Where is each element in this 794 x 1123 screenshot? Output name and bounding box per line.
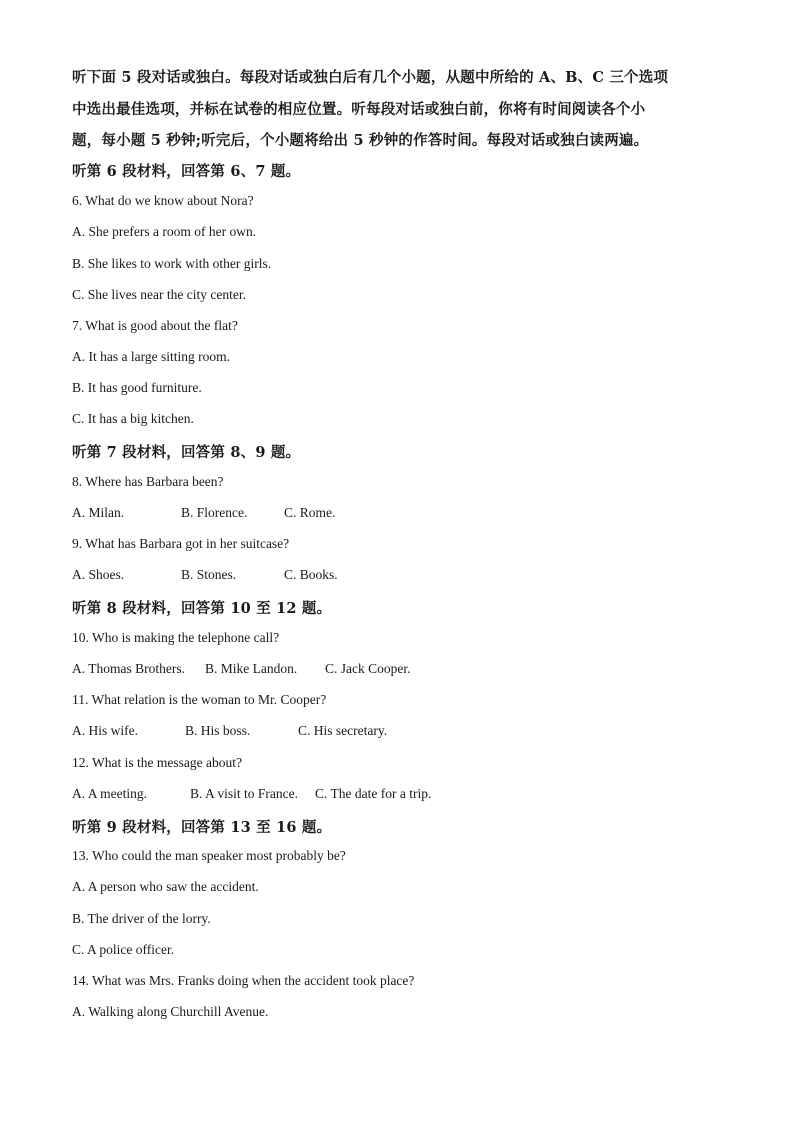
question-10-option-c: C. Jack Cooper. — [325, 661, 411, 676]
question-6-option-c: C. She lives near the city center. — [72, 287, 246, 302]
question-8-option-c: C. Rome. — [284, 505, 336, 520]
question-9: 9. What has Barbara got in her suitcase? — [72, 536, 290, 551]
question-12-option-b: B. A visit to France. — [190, 786, 298, 801]
question-10: 10. Who is making the telephone call? — [72, 630, 280, 645]
question-14-option-a: A. Walking along Churchill Avenue. — [72, 1004, 269, 1019]
question-13: 13. Who could the man speaker most probably be? — [72, 848, 346, 863]
question-7-option-b: B. It has good furniture. — [72, 380, 202, 395]
question-11-option-b: B. His boss. — [185, 723, 251, 738]
instruction-line-1: 听下面 5 段对话或独白。每段对话或独白后有几个小题，从题中所给的 A、B、C 三个选项 — [72, 69, 669, 86]
question-9-option-c: C. Books. — [284, 567, 338, 582]
instruction-line-2: 中选出最佳选项，并标在试卷的相应位置。听每段对话或独白前，你将有时间阅读各个小 — [72, 101, 646, 118]
question-11: 11. What relation is the woman to Mr. Cooper? — [72, 692, 327, 707]
question-6-option-a: A. She prefers a room of her own. — [72, 224, 257, 239]
question-10-option-b: B. Mike Landon. — [205, 661, 298, 676]
question-8: 8. Where has Barbara been? — [72, 474, 224, 489]
question-8-option-b: B. Florence. — [181, 505, 248, 520]
section-heading-6: 听第 6 段材料，回答第 6、7 题。 — [72, 163, 301, 180]
question-9-option-a: A. Shoes. — [72, 567, 125, 582]
question-11-option-a: A. His wife. — [72, 723, 138, 738]
question-12-option-c: C. The date for a trip. — [315, 786, 432, 801]
question-10-option-a: A. Thomas Brothers. — [72, 661, 185, 676]
section-heading-8: 听第 8 段材料，回答第 10 至 12 题。 — [72, 600, 332, 617]
question-7-option-a: A. It has a large sitting room. — [72, 349, 230, 364]
section-heading-9: 听第 9 段材料，回答第 13 至 16 题。 — [72, 819, 332, 836]
question-11-option-c: C. His secretary. — [298, 723, 388, 738]
question-6-option-b: B. She likes to work with other girls. — [72, 256, 272, 271]
question-6: 6. What do we know about Nora? — [72, 193, 254, 208]
question-14: 14. What was Mrs. Franks doing when the accident took place? — [72, 973, 415, 988]
question-7: 7. What is good about the flat? — [72, 318, 238, 333]
question-12-option-a: A. A meeting. — [72, 786, 147, 801]
question-13-option-c: C. A police officer. — [72, 942, 175, 957]
question-7-option-c: C. It has a big kitchen. — [72, 411, 194, 426]
question-9-option-b: B. Stones. — [181, 567, 237, 582]
question-12: 12. What is the message about? — [72, 755, 242, 770]
question-13-option-b: B. The driver of the lorry. — [72, 911, 211, 926]
question-8-option-a: A. Milan. — [72, 505, 125, 520]
instruction-line-3: 题，每小题 5 秒钟;听完后，个小题将给出 5 秒钟的作答时间。每段对话或独白读两遍。 — [72, 132, 649, 149]
question-13-option-a: A. A person who saw the accident. — [72, 879, 259, 894]
section-heading-7: 听第 7 段材料，回答第 8、9 题。 — [72, 444, 301, 461]
